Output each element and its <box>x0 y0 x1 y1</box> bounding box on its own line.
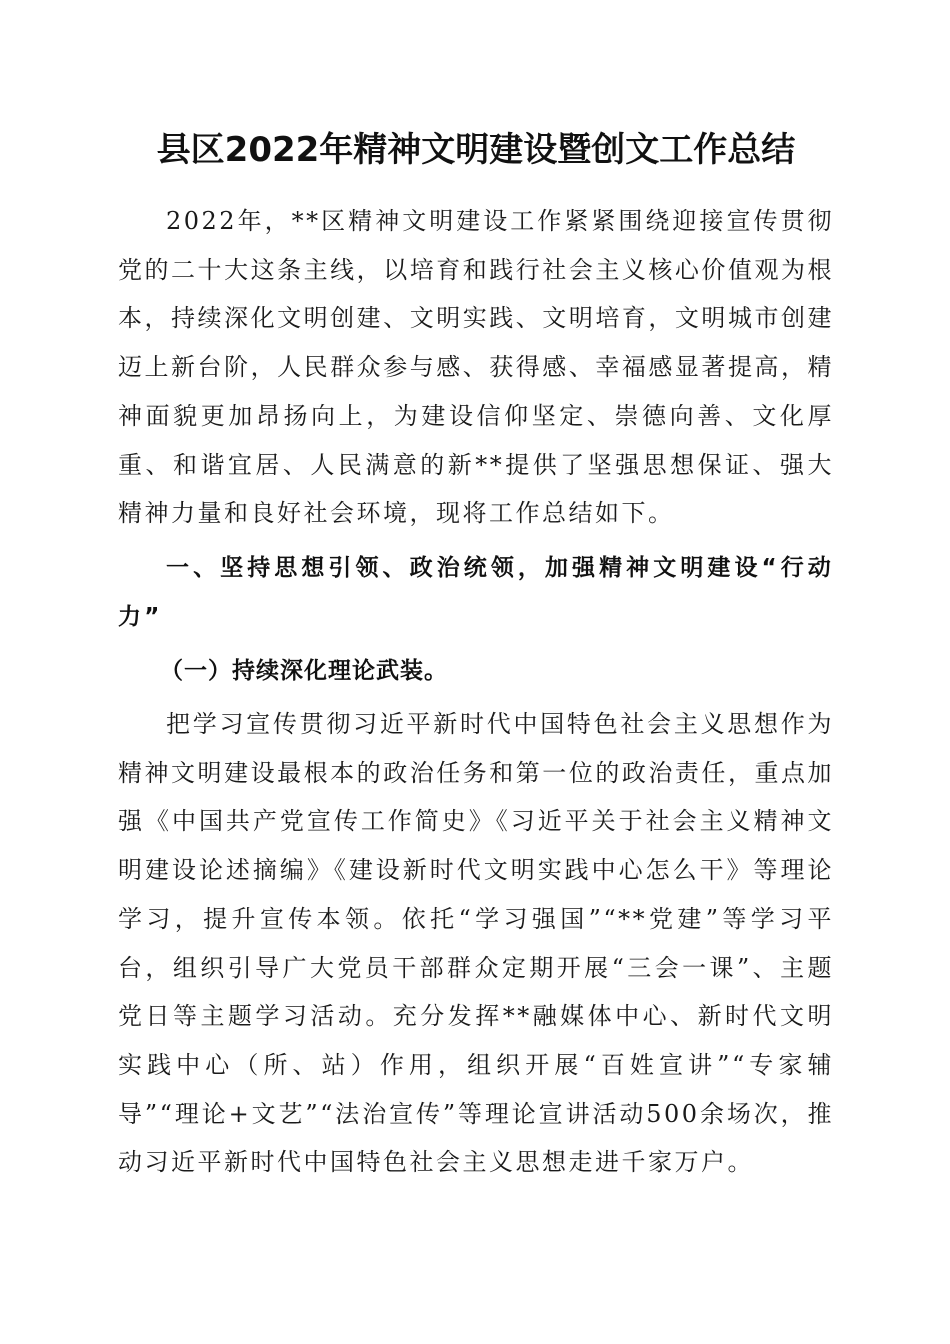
subsection-heading-1: （一）持续深化理论武装。 <box>160 658 448 685</box>
intro-paragraph: 2022年，**区精神文明建设工作紧紧围绕迎接宣传贯彻党的二十大这条主线，以培育和践行社会主义核心价值观为根本，持续深化文明创建、文明实践、文明培育，文明城市创建迈上新台阶，人民群众参与感、获得感、幸福感显著提高，精神面貌更加昂扬向上，为建设信仰坚定、崇德向善、文化厚重、和谐宜居、人民满意的新**提供了坚强思想保证、强大精神力量和良好社会环境，现将工作总结如下。 <box>118 207 834 528</box>
subsection-paragraph-1: 把学习宣传贯彻习近平新时代中国特色社会主义思想作为精神文明建设最根本的政治任务和第一位的政治责任，重点加强《中国共产党宣传工作简史》《习近平关于社会主义精神文明建设论述摘编》《建设新时代文明实践中心怎么干》等理论学习，提升宣传本领。依托“学习强国”“**党建”等学习平台，组织引导广大党员干部群众定期开展“三会一课”、主题党日等主题学习活动。充分发挥**融媒体中心、新时代文明实践中心（所、站）作用，组织开展“百姓宣讲”“专家辅导”“理论+文艺”“法治宣传”等理论宣讲活动500余场次，推动习近平新时代中国特色社会主义思想走进千家万户。 <box>118 710 834 1177</box>
section-heading-1: 一、坚持思想引领、政治统领，加强精神文明建设“行动力” <box>118 554 834 630</box>
document-title: 县区2022年精神文明建设暨创文工作总结 <box>156 130 796 170</box>
document-body <box>118 125 834 1187</box>
